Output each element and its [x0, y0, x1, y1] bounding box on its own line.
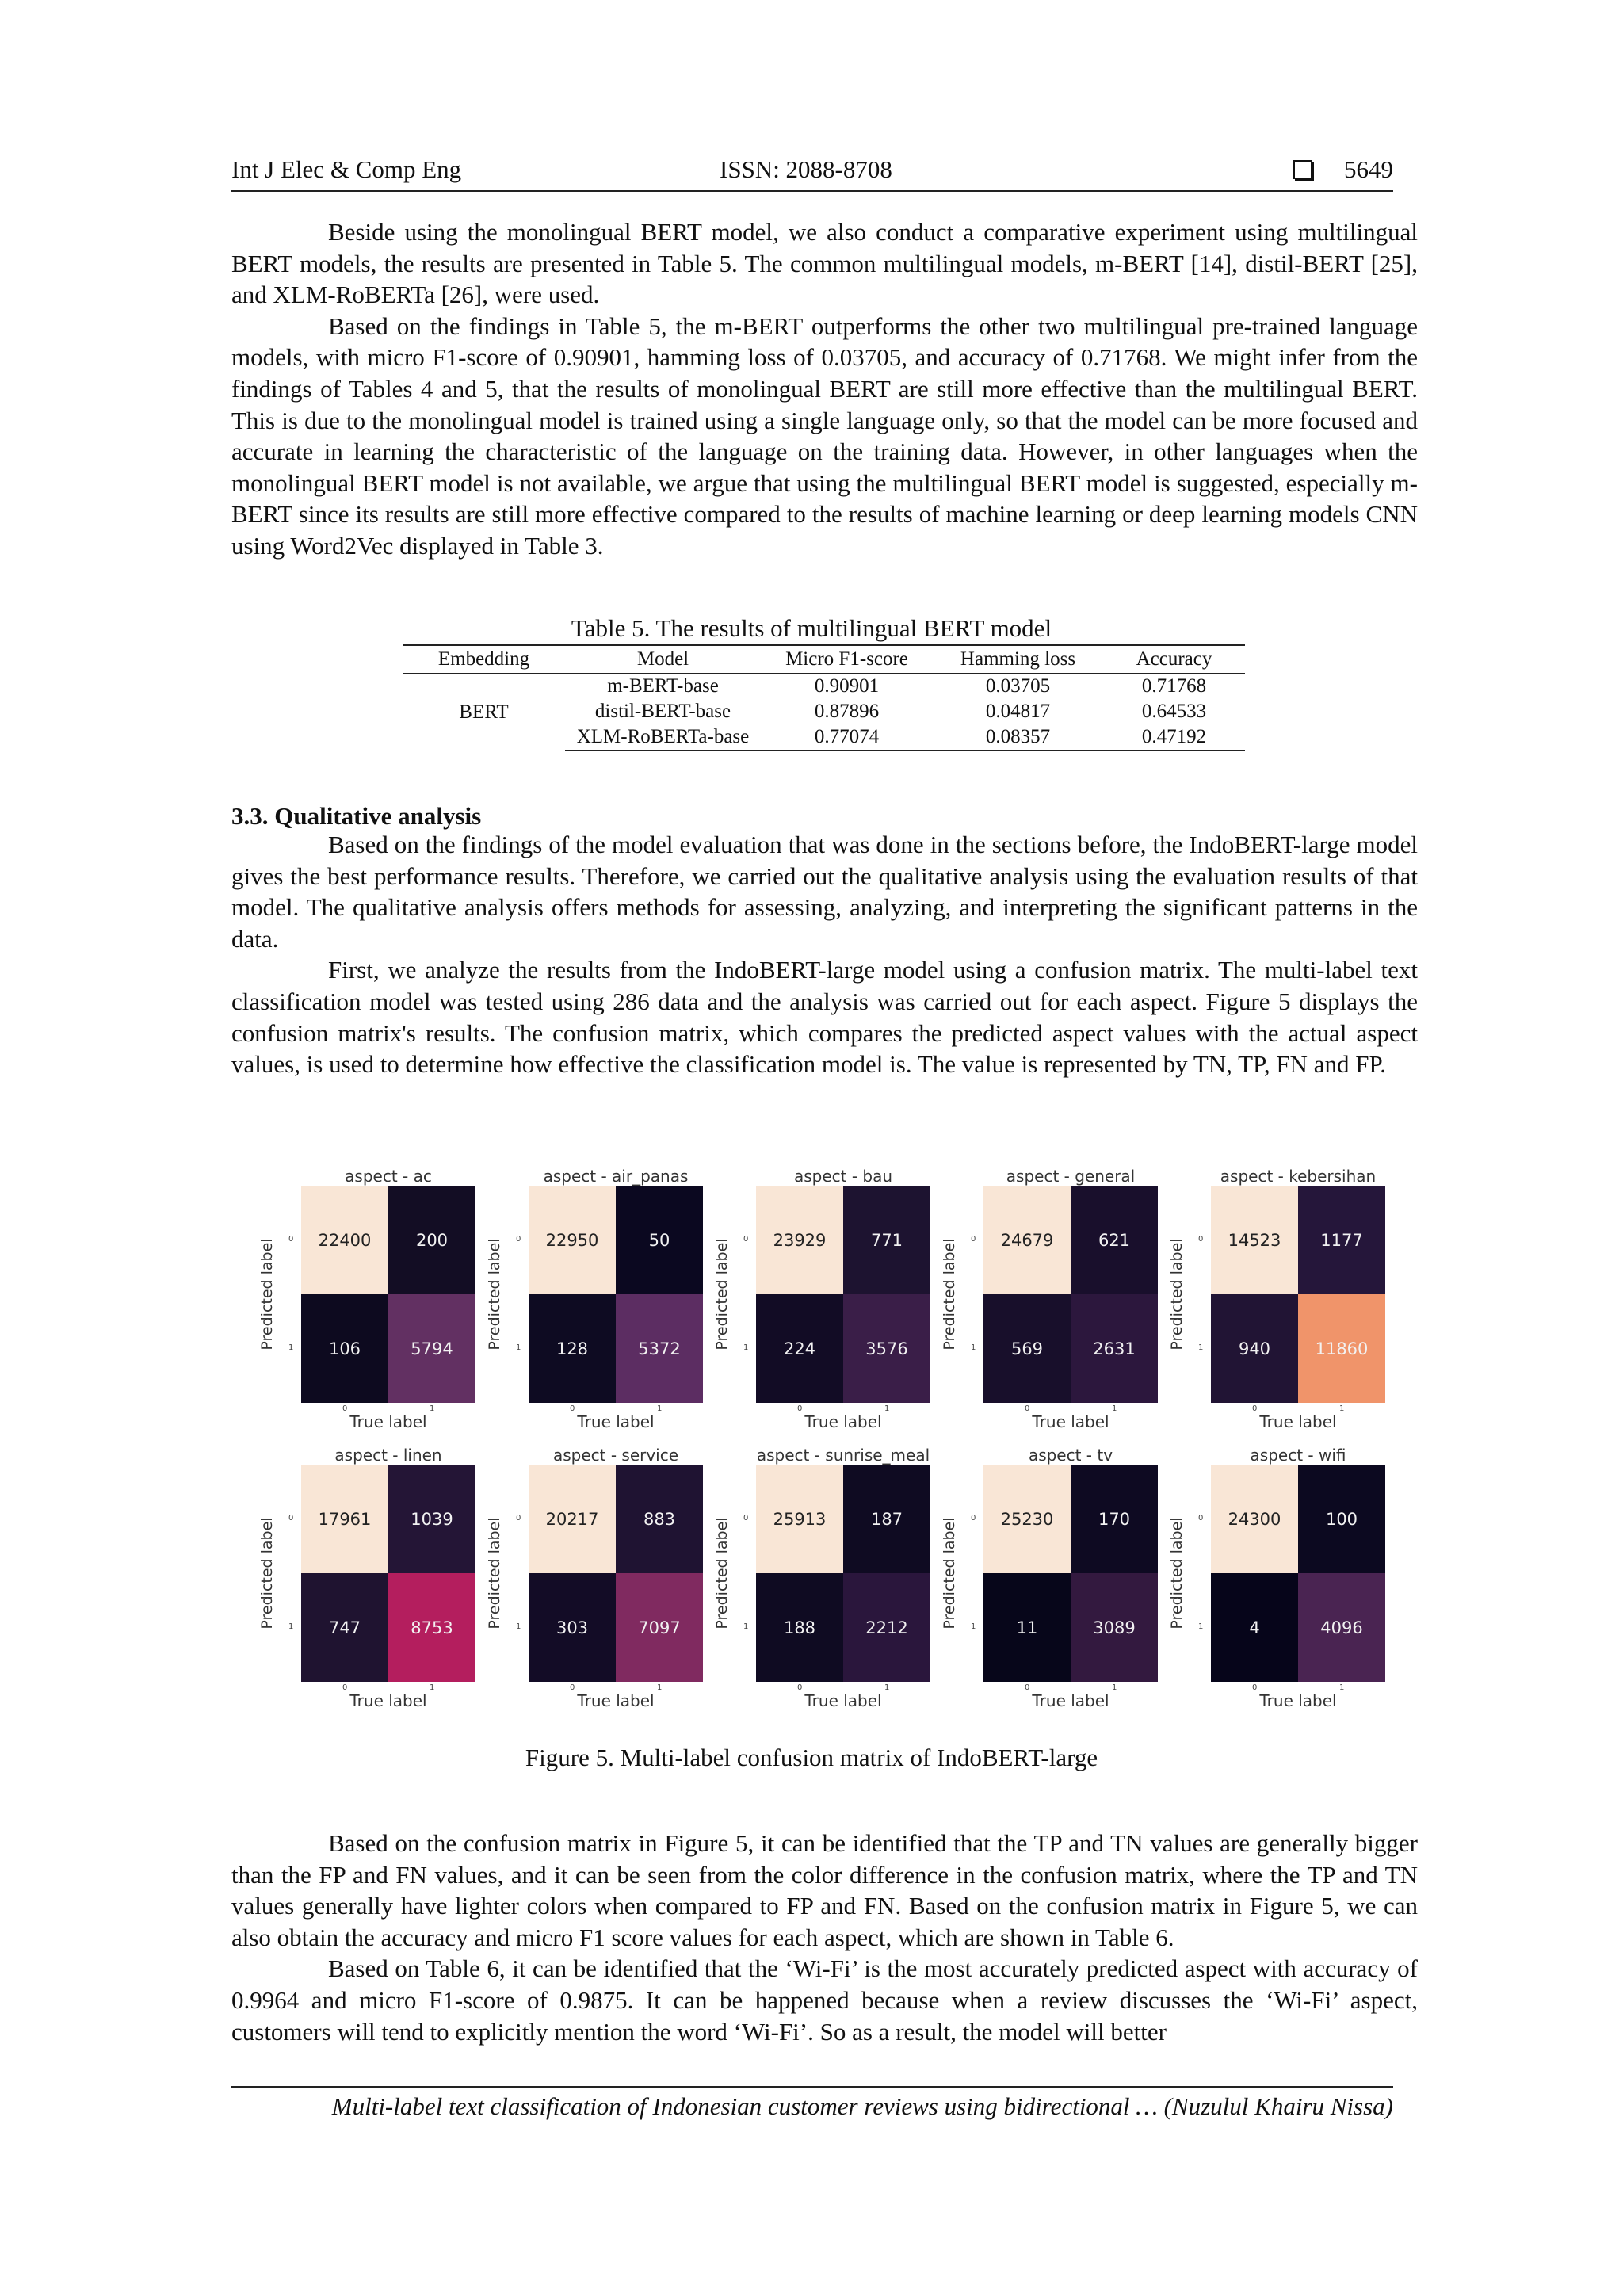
results-table	[403, 644, 1245, 751]
heatmap-cell: 100	[1298, 1465, 1385, 1573]
panel-title: aspect - kebersihan	[1220, 1167, 1377, 1186]
heatmap-cell: 188	[756, 1573, 843, 1682]
heatmap-grid	[301, 1186, 475, 1403]
y-tick-label: 0	[288, 1514, 294, 1522]
x-tick-label: 1	[1112, 1683, 1117, 1692]
heatmap-cell: 5372	[616, 1294, 703, 1403]
panel-title: aspect - linen	[334, 1446, 442, 1465]
paragraph: Beside using the monolingual BERT model, we also conduct a comparative experiment using multilingual BERT models, the results are presented in Table 5. The common multilingual models, m-BERT [14], distil-BERT [25], and XLM-RoBERTa [26], were used.	[231, 218, 1418, 309]
y-axis-label: Predicted label	[486, 1238, 503, 1350]
x-axis-label: True label	[577, 1691, 655, 1710]
paragraph: Based on the findings in Table 5, the m-BERT outperforms the other two multilingual pre-trained language models, with micro F1-score of 0.90901, hamming loss of 0.03705, and accuracy of 0.71768. We might infer from the findings of Tables 4 and 5, that the results of monolingual BERT are still more effective than the multilingual BERT. This is due to the monolingual model is trained using a single language only, so that the model can be more focused and accurate in learning the characteristic of the language on the training data. However, in other languages when the monolingual BERT model is not available, we argue that using the multilingual BERT model is suggested, especially m-BERT since its results are still more effective compared to the results of machine learning or deep learning models CNN using Word2Vec displayed in Table 3.	[231, 311, 1418, 560]
heatmap-cell: 22400	[301, 1186, 388, 1294]
y-tick-label: 1	[288, 1622, 294, 1631]
heatmap-cell: 11	[983, 1573, 1071, 1682]
heatmap-grid	[983, 1186, 1158, 1403]
running-footer: Multi-label text classification of Indonesian customer reviews using bidirectional … (Nuzulul Khairu Nissa)	[231, 2086, 1393, 2121]
x-tick-label: 0	[570, 1404, 575, 1413]
table-cell: 0.64533	[1141, 701, 1207, 722]
journal-name: Int J Elec & Comp Eng	[231, 155, 462, 183]
y-axis-label: Predicted label	[941, 1238, 958, 1350]
heatmap-cell: 303	[529, 1573, 616, 1682]
heatmap-cell: 569	[983, 1294, 1071, 1403]
confusion-matrix-panel	[258, 1446, 490, 1715]
intro-text	[231, 216, 1418, 562]
x-tick-label: 0	[342, 1404, 348, 1413]
y-tick-label: 0	[971, 1514, 976, 1522]
panel-title: aspect - sunrise_meal	[756, 1446, 930, 1465]
heatmap-cell: 20217	[529, 1465, 616, 1573]
issn: ISSN: 2088-8708	[720, 155, 892, 183]
x-tick-label: 0	[570, 1683, 575, 1692]
panel-title: aspect - air_panas	[543, 1167, 689, 1186]
table-header-cell: Micro F1-score	[761, 645, 933, 674]
heatmap-cell: 106	[301, 1294, 388, 1403]
confusion-matrix-panel	[713, 1167, 945, 1436]
y-tick-label: 0	[1198, 1235, 1204, 1244]
heatmap-cell: 8753	[388, 1573, 475, 1682]
heatmap-cell: 4	[1211, 1573, 1298, 1682]
x-tick-label: 1	[884, 1683, 890, 1692]
heatmap-grid	[529, 1186, 703, 1403]
table-cell: XLM-RoBERTa-base	[565, 724, 761, 751]
x-tick-label: 1	[430, 1404, 435, 1413]
y-axis-label: Predicted label	[1168, 1517, 1186, 1629]
heatmap-cell: 3576	[843, 1294, 930, 1403]
heatmap-cell: 7097	[616, 1573, 703, 1682]
paragraph: Based on the findings of the model evaluation that was done in the sections before, the IndoBERT-large model gives the best performance results. Therefore, we carried out the qualitative analysis using the evaluation results of that model. The qualitative analysis offers methods for assessing, analyzing, and interpreting the significant patterns in the data.	[231, 831, 1418, 953]
table-header-cell: Embedding	[403, 645, 565, 674]
table-cell: 0.77074	[761, 724, 933, 751]
confusion-matrix-panel	[941, 1446, 1172, 1715]
x-axis-label: True label	[349, 1412, 427, 1431]
paragraph: Based on the confusion matrix in Figure 5, it can be identified that the TP and TN values are generally bigger than the FP and FN values, and it can be seen from the color difference in the confusion matrix, where the TP and TN values generally have lighter colors when compared to FP and FN. Based on the confusion matrix in Figure 5, we can also obtain the accuracy and micro F1 score values for each aspect, which are shown in Table 6.	[231, 1829, 1418, 1951]
x-axis-label: True label	[804, 1412, 882, 1431]
table-cell: m-BERT-base	[607, 675, 719, 697]
running-header	[231, 155, 1393, 192]
section-heading: 3.3. Qualitative analysis	[231, 802, 482, 830]
figure-caption: Figure 5. Multi-label confusion matrix of IndoBERT-large	[525, 1744, 1098, 1771]
table-cell: 0.71768	[1141, 675, 1207, 697]
y-tick-label: 0	[743, 1514, 749, 1522]
heatmap-cell: 621	[1071, 1186, 1158, 1294]
x-tick-label: 1	[884, 1404, 890, 1413]
heatmap-grid	[756, 1186, 930, 1403]
panel-title: aspect - tv	[1028, 1446, 1113, 1465]
x-tick-label: 1	[1339, 1683, 1345, 1692]
x-tick-label: 1	[657, 1404, 663, 1413]
heatmap-grid	[301, 1465, 475, 1682]
heatmap-cell: 17961	[301, 1465, 388, 1573]
y-tick-label: 0	[288, 1235, 294, 1244]
heatmap-cell: 200	[388, 1186, 475, 1294]
confusion-matrix-panel	[713, 1446, 945, 1715]
heatmap-grid	[529, 1465, 703, 1682]
heatmap-cell: 25913	[756, 1465, 843, 1573]
panel-title: aspect - bau	[793, 1167, 893, 1186]
confusion-matrix-panel	[1168, 1167, 1400, 1436]
heatmap-grid	[1211, 1186, 1385, 1403]
table-cell: 0.08357	[933, 724, 1103, 751]
heatmap-cell: 771	[843, 1186, 930, 1294]
heatmap-cell: 4096	[1298, 1573, 1385, 1682]
x-tick-label: 0	[342, 1683, 348, 1692]
y-axis-label: Predicted label	[713, 1517, 731, 1629]
heatmap-cell: 1039	[388, 1465, 475, 1573]
y-tick-label: 0	[516, 1235, 521, 1244]
y-axis-label: Predicted label	[258, 1238, 276, 1350]
x-tick-label: 0	[1025, 1683, 1030, 1692]
heatmap-grid	[1211, 1465, 1385, 1682]
heatmap-cell: 24300	[1211, 1465, 1298, 1573]
y-tick-label: 1	[971, 1622, 976, 1631]
heatmap-cell: 50	[616, 1186, 703, 1294]
table-cell: 0.87896	[814, 701, 880, 722]
y-axis-label: Predicted label	[713, 1238, 731, 1350]
confusion-matrix-panel	[258, 1167, 490, 1436]
panel-title: aspect - service	[552, 1446, 679, 1465]
heatmap-cell: 224	[756, 1294, 843, 1403]
page-number-group	[1293, 155, 1393, 184]
panel-title: aspect - wifi	[1250, 1446, 1346, 1465]
heatmap-grid	[983, 1465, 1158, 1682]
x-tick-label: 1	[1112, 1404, 1117, 1413]
table-row	[403, 674, 1245, 700]
y-axis-label: Predicted label	[941, 1517, 958, 1629]
paragraph: First, we analyze the results from the IndoBERT-large model using a confusion matrix. The multi-label text classification model was tested using 286 data and the analysis was carried out for each aspect. Figure 5 displays the confusion matrix's results. The confusion matrix, which compares the predicted aspect values with the actual aspect values, is used to determine how effective the classification model is. The value is represented by TN, TP, FN and FP.	[231, 956, 1418, 1079]
x-axis-label: True label	[1032, 1412, 1109, 1431]
confusion-matrix-panel	[486, 1167, 717, 1436]
heatmap-cell: 2631	[1071, 1294, 1158, 1403]
x-tick-label: 1	[657, 1683, 663, 1692]
heatmap-cell: 747	[301, 1573, 388, 1682]
confusion-matrix-panel	[486, 1446, 717, 1715]
y-tick-label: 1	[1198, 1343, 1204, 1352]
y-tick-label: 0	[1198, 1514, 1204, 1522]
y-tick-label: 1	[743, 1622, 749, 1631]
x-tick-label: 1	[430, 1683, 435, 1692]
x-tick-label: 1	[1339, 1404, 1345, 1413]
checkbox-square-icon	[1293, 160, 1312, 179]
y-axis-label: Predicted label	[486, 1517, 503, 1629]
table-cell: 0.90901	[814, 675, 880, 697]
x-tick-label: 0	[1252, 1404, 1258, 1413]
table-header-cell: Accuracy	[1103, 645, 1245, 674]
heatmap-cell: 128	[529, 1294, 616, 1403]
heatmap-cell: 11860	[1298, 1294, 1385, 1403]
y-tick-label: 0	[516, 1514, 521, 1522]
x-tick-label: 0	[797, 1404, 803, 1413]
table-cell: 0.04817	[985, 701, 1051, 722]
panel-title: aspect - ac	[345, 1167, 432, 1186]
table-cell: BERT	[459, 701, 509, 723]
page-number: 5649	[1344, 155, 1393, 183]
section-text	[231, 829, 1418, 1080]
x-axis-label: True label	[577, 1412, 655, 1431]
x-axis-label: True label	[349, 1691, 427, 1710]
heatmap-cell: 14523	[1211, 1186, 1298, 1294]
y-tick-label: 1	[288, 1343, 294, 1352]
heatmap-cell: 2212	[843, 1573, 930, 1682]
table-cell: distil-BERT-base	[594, 701, 731, 722]
y-tick-label: 1	[1198, 1622, 1204, 1631]
discussion-text	[231, 1828, 1418, 2047]
paragraph: Based on Table 6, it can be identified that the ‘Wi-Fi’ is the most accurately predicted aspect with accuracy of 0.9964 and micro F1-score of 0.9875. It can be happened because when a review discusses the ‘Wi-Fi’ aspect, customers will tend to explicitly mention the word ‘Wi-Fi’. So as a result, the model will better	[231, 1954, 1418, 2046]
confusion-matrix-panel	[1168, 1446, 1400, 1715]
y-tick-label: 1	[971, 1343, 976, 1352]
table-cell: 0.47192	[1103, 724, 1245, 751]
table-caption: Table 5. The results of multilingual BERT model	[571, 614, 1052, 642]
heatmap-cell: 940	[1211, 1294, 1298, 1403]
table-cell: 0.03705	[985, 675, 1051, 697]
heatmap-cell: 3089	[1071, 1573, 1158, 1682]
heatmap-grid	[756, 1465, 930, 1682]
confusion-matrix-panel	[941, 1167, 1172, 1436]
x-tick-label: 0	[1252, 1683, 1258, 1692]
heatmap-cell: 24679	[983, 1186, 1071, 1294]
y-axis-label: Predicted label	[258, 1517, 276, 1629]
x-tick-label: 0	[1025, 1404, 1030, 1413]
heatmap-cell: 5794	[388, 1294, 475, 1403]
table-header-cell: Hamming loss	[933, 645, 1103, 674]
x-axis-label: True label	[804, 1691, 882, 1710]
x-tick-label: 0	[797, 1683, 803, 1692]
heatmap-cell: 23929	[756, 1186, 843, 1294]
heatmap-cell: 22950	[529, 1186, 616, 1294]
heatmap-cell: 170	[1071, 1465, 1158, 1573]
x-axis-label: True label	[1259, 1412, 1337, 1431]
x-axis-label: True label	[1259, 1691, 1337, 1710]
heatmap-cell: 187	[843, 1465, 930, 1573]
y-tick-label: 1	[516, 1343, 521, 1352]
y-tick-label: 1	[743, 1343, 749, 1352]
x-axis-label: True label	[1032, 1691, 1109, 1710]
table-header-cell: Model	[565, 645, 761, 674]
y-tick-label: 0	[971, 1235, 976, 1244]
confusion-matrix-figure	[258, 1167, 1387, 1726]
table-header-row	[403, 645, 1245, 674]
heatmap-cell: 1177	[1298, 1186, 1385, 1294]
y-tick-label: 1	[516, 1622, 521, 1631]
y-tick-label: 0	[743, 1235, 749, 1244]
y-axis-label: Predicted label	[1168, 1238, 1186, 1350]
heatmap-cell: 883	[616, 1465, 703, 1573]
heatmap-cell: 25230	[983, 1465, 1071, 1573]
panel-title: aspect - general	[1006, 1167, 1136, 1186]
